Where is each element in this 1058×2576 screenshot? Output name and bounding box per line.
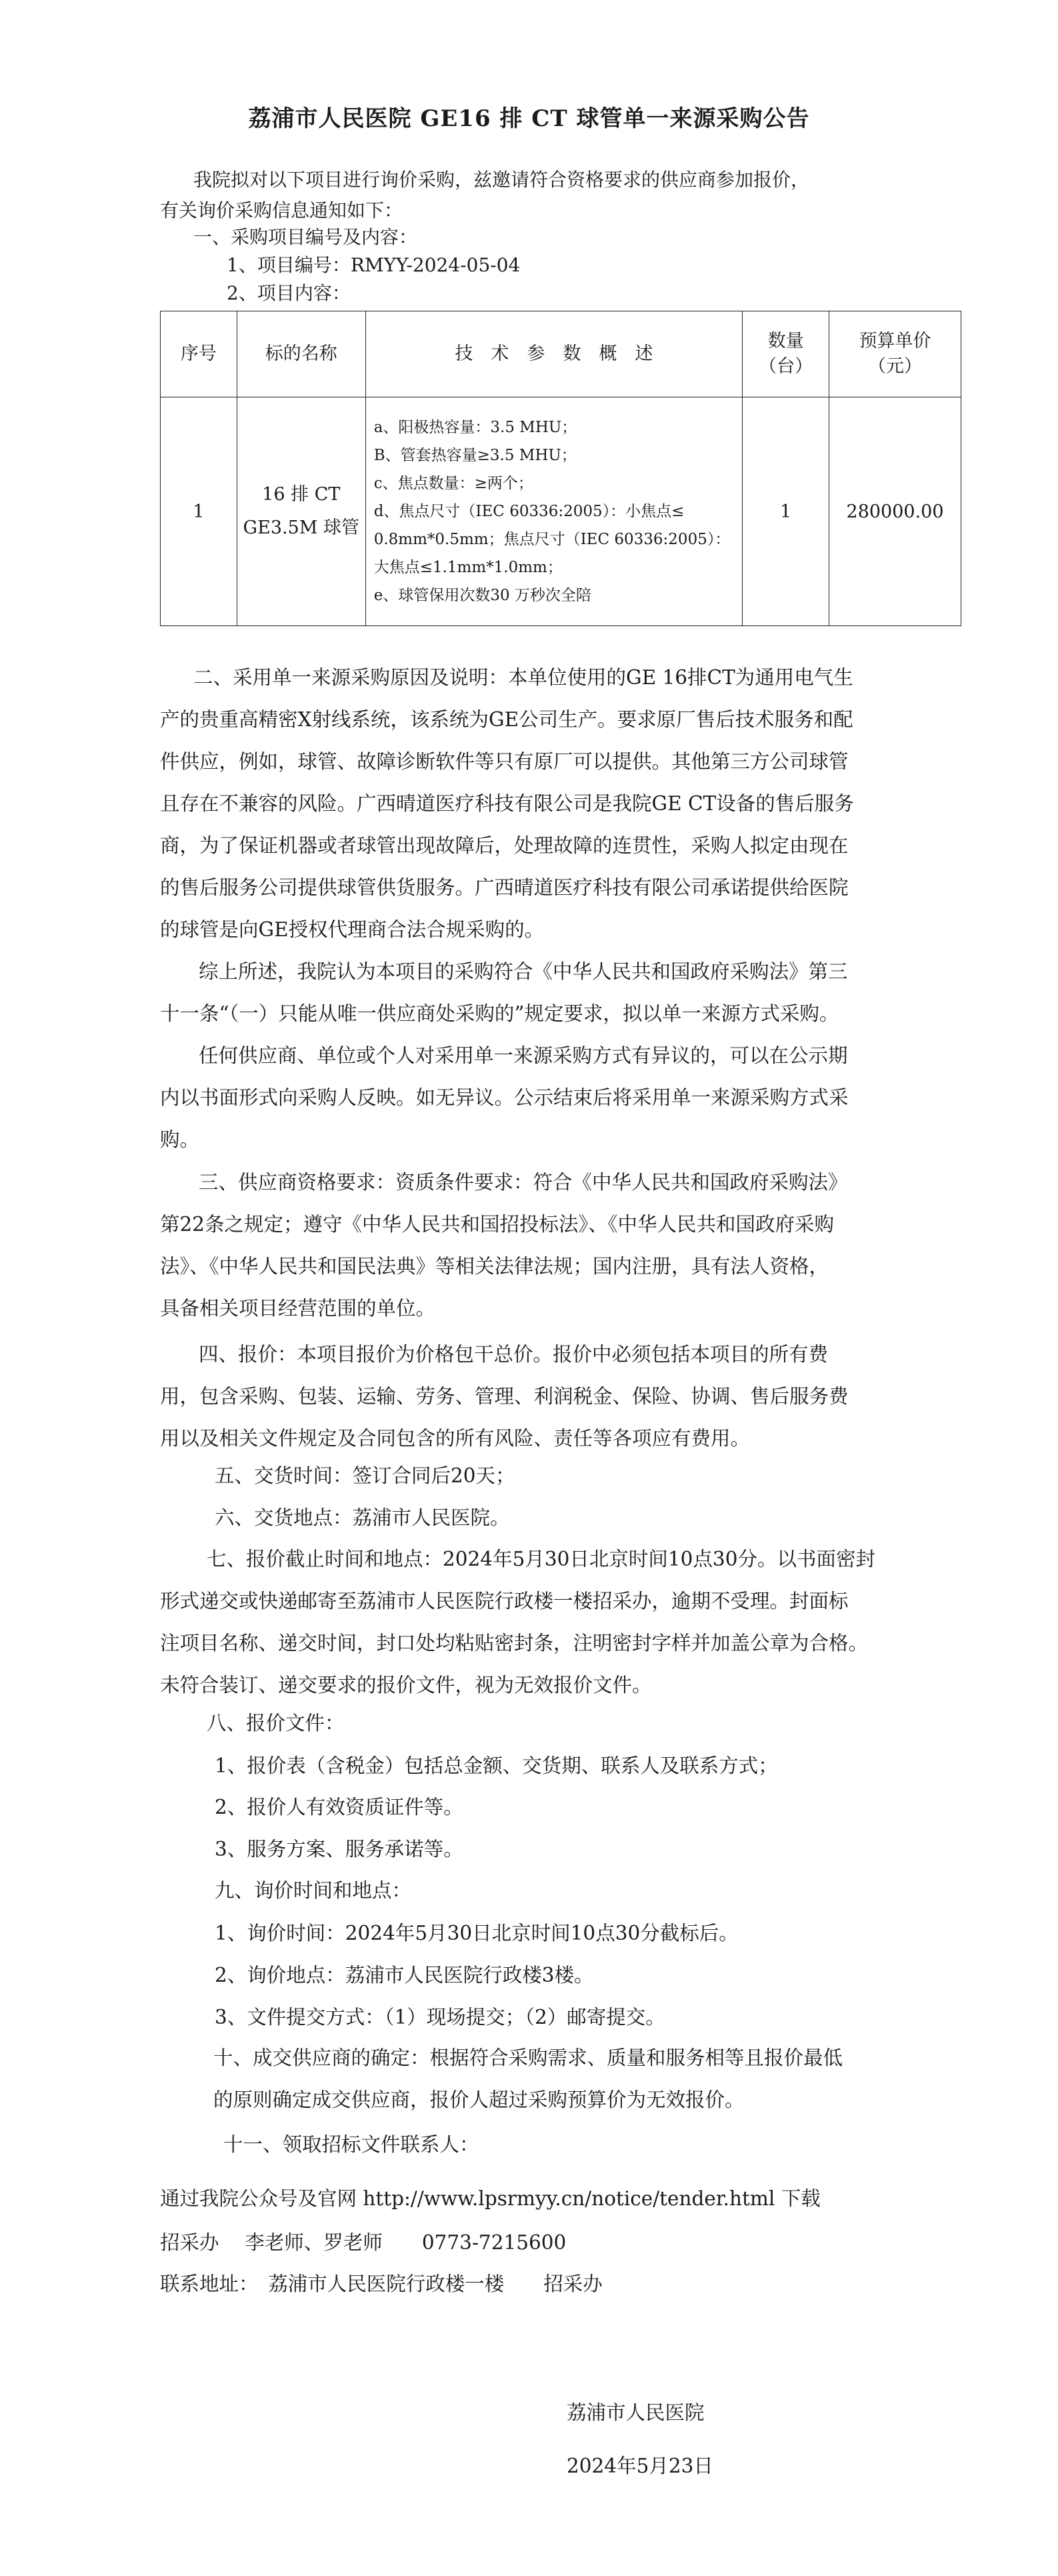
procurement-table xyxy=(160,311,961,626)
section-heading: 一、采购项目编号及内容： xyxy=(193,226,418,248)
paragraph-line: 内以书面形式向采购人反映。如无异议。公示结束后将采用单一来源采购方式采 xyxy=(160,1086,849,1109)
cell-specs: a、阳极热容量：3.5 MHU； B、管套热容量≥3.5 MHU； c、焦点数量：≥两个； d、焦点尺寸（IEC 60336:2005）：小焦点≤ 0.8mm*0.5mm；焦点尺寸（IEC 60336:2005）： 大焦点≤1.1mm*1.0mm； e、球管保用次数30 万秒次全陪 xyxy=(365,397,742,626)
list-item: 3、服务方案、服务承诺等。 xyxy=(215,1838,463,1860)
header-qty: 数量 （台） xyxy=(743,311,829,397)
project-number: 1、项目编号：RMYY-2024-05-04 xyxy=(227,254,521,276)
paragraph-line: 七、报价截止时间和地点：2024年5月30日北京时间10点30分。以书面密封 xyxy=(207,1548,875,1570)
paragraph-line: 注项目名称、递交时间，封口处均粘贴密封条，注明密封字样并加盖公章为合格。 xyxy=(160,1632,869,1654)
paragraph-line: 任何供应商、单位或个人对采用单一来源采购方式有异议的，可以在公示期 xyxy=(199,1044,848,1067)
paragraph-line: 法》、《中华人民共和国民法典》等相关法律法规；国内注册，具有法人资格， xyxy=(160,1255,829,1278)
list-item: 1、询价时间：2024年5月30日北京时间10点30分截标后。 xyxy=(215,1922,739,1945)
header-specs: 技 术 参 数 概 述 xyxy=(365,311,742,397)
section-heading: 十一、领取招标文件联系人： xyxy=(223,2133,479,2156)
section-10 xyxy=(160,2037,903,2121)
section-5: 五、交货时间：签订合同后20天； xyxy=(215,1464,515,1487)
section-4 xyxy=(160,1334,903,1460)
table-header-row xyxy=(161,311,961,397)
list-item: 2、询价地点：荔浦市人民医院行政楼3楼。 xyxy=(215,1964,594,1987)
paragraph-line: 购。 xyxy=(160,1128,200,1151)
list-item: 2、报价人有效资质证件等。 xyxy=(215,1796,463,1818)
cell-price: 280000.00 xyxy=(829,397,961,626)
paragraph-line: 形式递交或快递邮寄至荔浦市人民医院行政楼一楼招采办，逾期不受理。封面标 xyxy=(160,1590,849,1612)
paragraph-line: 且存在不兼容的风险。广西晴道医疗科技有限公司是我院GE CT设备的售后服务 xyxy=(160,792,854,815)
paragraph-line: 用以及相关文件规定及合同包含的所有风险、责任等各项应有费用。 xyxy=(160,1427,751,1450)
page-title: 荔浦市人民医院 GE16 排 CT 球管单一来源采购公告 xyxy=(248,105,810,132)
paragraph-line: 的原则确定成交供应商，报价人超过采购预算价为无效报价。 xyxy=(213,2089,745,2111)
paragraph-line: 件供应，例如，球管、故障诊断软件等只有原厂可以提供。其他第三方公司球管 xyxy=(160,750,849,773)
paragraph-line: 具备相关项目经营范围的单位。 xyxy=(160,1297,436,1320)
download-instructions: 通过我院公众号及官网 http://www.lpsrmyy.cn/notice/tender.html 下载 xyxy=(160,2187,821,2210)
paragraph-line: 的售后服务公司提供球管供货服务。广西晴道医疗科技有限公司承诺提供给医院 xyxy=(160,876,849,899)
section-7 xyxy=(160,1538,903,1706)
section-3 xyxy=(160,1162,903,1330)
paragraph-line: 商，为了保证机器或者球管出现故障后，处理故障的连贯性，采购人拟定由现在 xyxy=(160,834,849,857)
paragraph-line: 第22条之规定；遵守《中华人民共和国招投标法》、《中华人民共和国政府采购 xyxy=(160,1213,835,1236)
paragraph-line: 二、采用单一来源采购原因及说明：本单位使用的GE 16排CT为通用电气生 xyxy=(193,666,853,689)
section-heading: 九、询价时间和地点： xyxy=(215,1879,412,1902)
header-name: 标的名称 xyxy=(237,311,365,397)
list-item: 1、报价表（含税金）包括总金额、交货期、联系人及联系方式； xyxy=(215,1754,778,1777)
section-6: 六、交货地点：荔浦市人民医院。 xyxy=(215,1506,510,1529)
paragraph-line: 四、报价：本项目报价为价格包干总价。报价中必须包括本项目的所有费 xyxy=(199,1343,829,1366)
section-heading: 八、报价文件： xyxy=(207,1712,345,1734)
paragraph-line: 综上所述，我院认为本项目的采购符合《中华人民共和国政府采购法》第三 xyxy=(199,960,848,983)
contact-address: 联系地址： 荔浦市人民医院行政楼一楼 招采办 xyxy=(160,2273,603,2295)
paragraph-line: 未符合装订、递交要求的报价文件，视为无效报价文件。 xyxy=(160,1674,652,1696)
paragraph-line: 十一条“（一）只能从唯一供应商处采购的”规定要求，拟以单一来源方式采购。 xyxy=(160,1002,839,1025)
paragraph-line: 的球管是向GE授权代理商合法合规采购的。 xyxy=(160,918,545,941)
list-item: 3、文件提交方式：（1）现场提交；（2）邮寄提交。 xyxy=(215,2006,665,2029)
cell-name: 16 排 CT GE3.5M 球管 xyxy=(237,397,365,626)
paragraph-line: 三、供应商资格要求：资质条件要求：符合《中华人民共和国政府采购法》 xyxy=(199,1171,848,1194)
section-2 xyxy=(160,657,903,1161)
paragraph-line: 十、成交供应商的确定：根据符合采购需求、质量和服务相等且报价最低 xyxy=(213,2047,843,2069)
intro-line: 有关询价采购信息通知如下： xyxy=(160,199,403,221)
signature-org: 荔浦市人民医院 xyxy=(567,2401,705,2424)
header-no: 序号 xyxy=(161,311,237,397)
header-price: 预算单价 （元） xyxy=(829,311,961,397)
signature-date: 2024年5月23日 xyxy=(567,2455,713,2477)
contact-info: 招采办 李老师、罗老师 0773-7215600 xyxy=(160,2231,567,2254)
project-content-label: 2、项目内容： xyxy=(227,282,351,304)
paragraph-line: 产的贵重高精密X射线系统，该系统为GE公司生产。要求原厂售后技术服务和配 xyxy=(160,708,853,731)
table-row xyxy=(161,397,961,626)
cell-no: 1 xyxy=(161,397,237,626)
cell-qty: 1 xyxy=(743,397,829,626)
intro-line: 我院拟对以下项目进行询价采购，兹邀请符合资格要求的供应商参加报价， xyxy=(193,169,810,191)
paragraph-line: 用，包含采购、包装、运输、劳务、管理、利润税金、保险、协调、售后服务费 xyxy=(160,1385,849,1408)
